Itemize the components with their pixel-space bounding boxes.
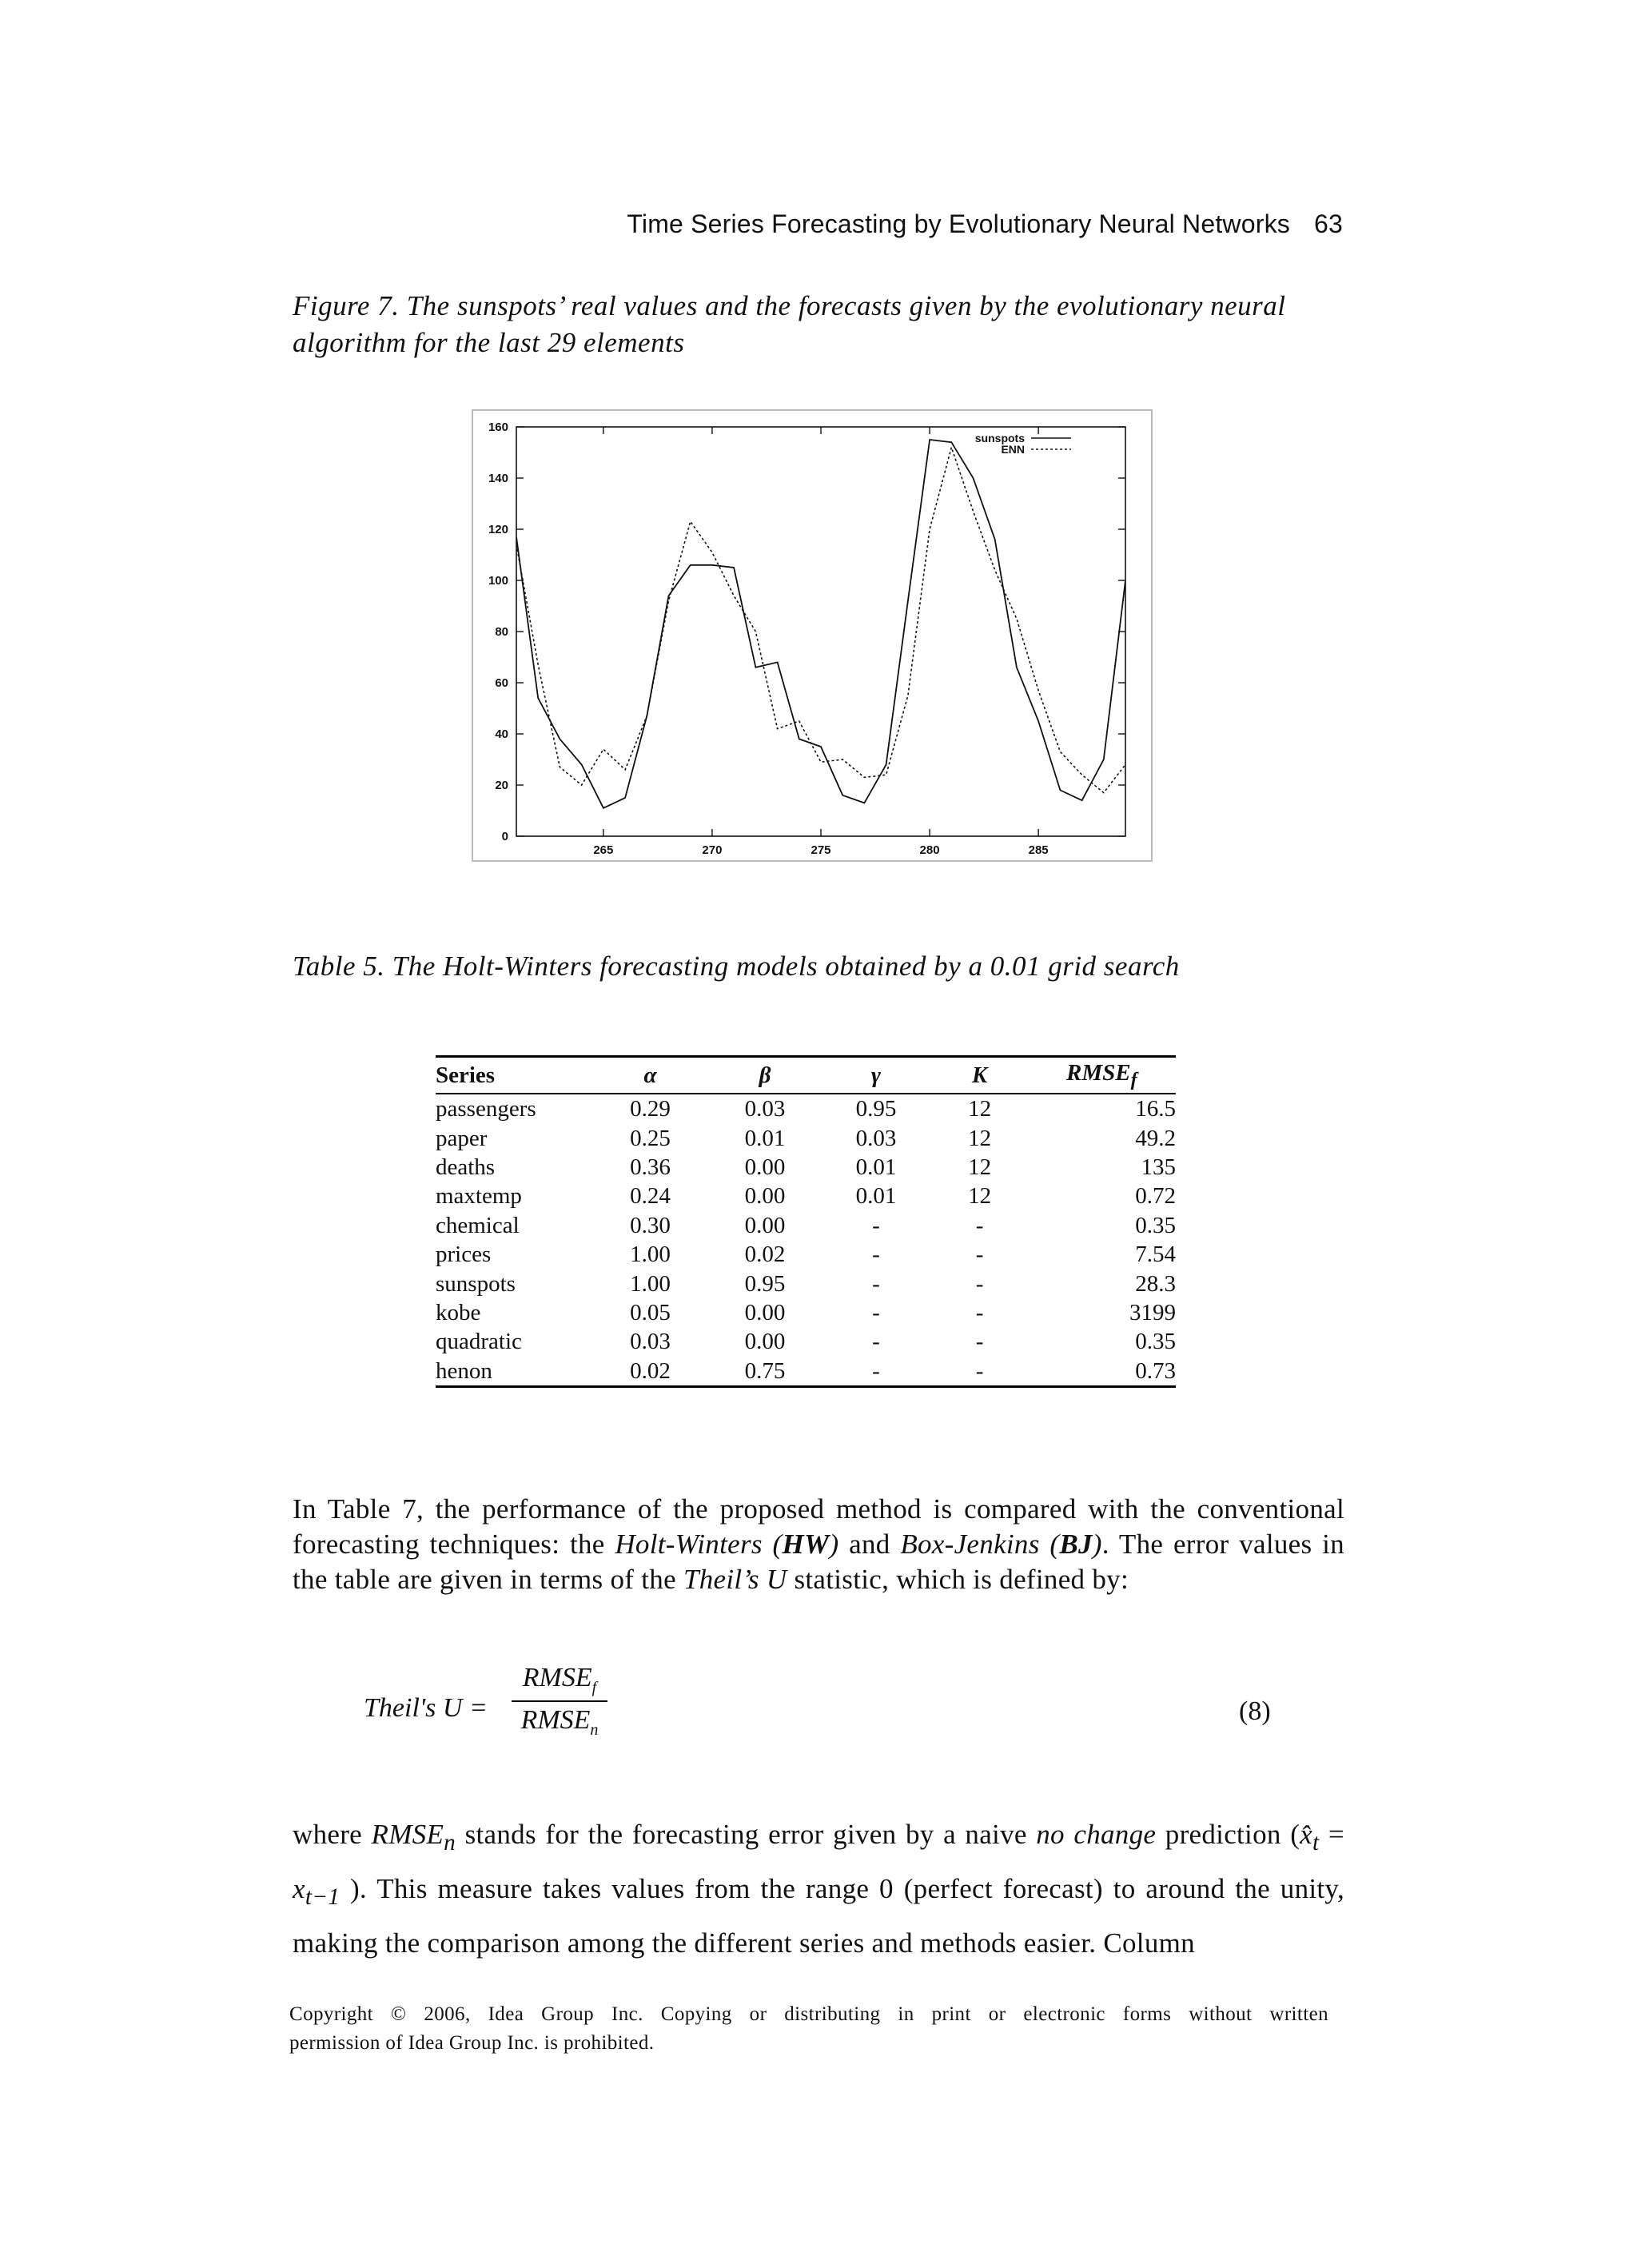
copyright-footer bbox=[289, 2000, 1328, 2058]
table-row bbox=[436, 1357, 1176, 1387]
header-k: K bbox=[971, 1062, 988, 1088]
cell-series: paper bbox=[436, 1125, 488, 1151]
cell-k: - bbox=[975, 1329, 984, 1355]
y-tick-label: 140 bbox=[488, 472, 508, 485]
table-header-row bbox=[436, 1057, 1176, 1094]
table-caption: Table 5. The Holt-Winters forecasting models obtained by a 0.01 grid search bbox=[293, 951, 1180, 982]
para1-bj: Box-Jenkins ( bbox=[900, 1529, 1060, 1560]
paragraph-2 bbox=[293, 1812, 1344, 1966]
cell-alpha: 1.00 bbox=[630, 1242, 671, 1268]
header-gamma: γ bbox=[870, 1062, 881, 1088]
no-change-term: no change bbox=[1036, 1819, 1157, 1850]
para1-and: and bbox=[838, 1529, 901, 1560]
y-tick-label: 0 bbox=[501, 830, 508, 843]
table-row bbox=[436, 1240, 1176, 1269]
running-header bbox=[627, 209, 1343, 239]
cell-rmse: 0.35 bbox=[1135, 1212, 1176, 1238]
theil-term: Theil’s U bbox=[683, 1564, 787, 1595]
holt-winters-table bbox=[436, 1055, 1176, 1388]
cell-beta: 0.75 bbox=[744, 1357, 786, 1384]
x-tick-label: 275 bbox=[811, 843, 831, 857]
x-tick-label: 280 bbox=[919, 843, 940, 857]
chart-frame bbox=[472, 409, 1153, 862]
header-rmse-sub: f bbox=[1130, 1068, 1137, 1090]
y-tick-label: 160 bbox=[488, 421, 508, 434]
formula-x: x bbox=[293, 1873, 305, 1904]
cell-beta: 0.00 bbox=[744, 1329, 786, 1355]
para1-hw: Holt-Winters ( bbox=[615, 1529, 783, 1560]
para2-text-2: stands for the forecasting error given by a naive bbox=[456, 1819, 1037, 1850]
cell-gamma: 0.95 bbox=[855, 1096, 897, 1122]
equation-fraction bbox=[512, 1663, 607, 1740]
para2-rmse: RMSE bbox=[371, 1819, 444, 1850]
cell-rmse: 49.2 bbox=[1135, 1125, 1176, 1151]
numerator-main: RMSE bbox=[522, 1663, 592, 1692]
denominator-sub: n bbox=[590, 1720, 599, 1739]
figure-caption: Figure 7. The sunspots’ real values and the forecasts given by the evolutionary neural algorithm for the last 29 elements bbox=[293, 290, 1286, 358]
cell-alpha: 0.02 bbox=[630, 1357, 671, 1384]
formula-equals: = bbox=[1319, 1819, 1344, 1850]
table-row bbox=[436, 1211, 1176, 1240]
equation-number: (8) bbox=[1239, 1696, 1271, 1726]
legend-label-sunspots: sunspots bbox=[974, 432, 1025, 444]
cell-beta: 0.00 bbox=[744, 1154, 786, 1180]
cell-gamma: - bbox=[872, 1329, 880, 1355]
header-rmse bbox=[1028, 1057, 1176, 1094]
footer-line-2: permission of Idea Group Inc. is prohibited. bbox=[289, 2032, 655, 2054]
sunspots-chart bbox=[473, 411, 1154, 863]
cell-rmse: 135 bbox=[1141, 1154, 1176, 1180]
cell-alpha: 0.05 bbox=[630, 1299, 671, 1325]
cell-gamma: - bbox=[872, 1299, 880, 1325]
cell-alpha: 0.24 bbox=[630, 1183, 671, 1210]
cell-rmse: 0.73 bbox=[1135, 1357, 1176, 1384]
cell-gamma: - bbox=[872, 1212, 880, 1238]
cell-k: 12 bbox=[968, 1125, 992, 1151]
holt-winters-term bbox=[615, 1529, 838, 1560]
cell-rmse: 7.54 bbox=[1135, 1242, 1176, 1268]
x-tick-label: 285 bbox=[1028, 843, 1049, 857]
cell-gamma: 0.03 bbox=[855, 1125, 897, 1151]
table-row bbox=[436, 1298, 1176, 1327]
cell-k: - bbox=[975, 1212, 984, 1238]
table-body bbox=[436, 1094, 1176, 1386]
cell-gamma: 0.01 bbox=[855, 1154, 897, 1180]
cell-k: - bbox=[975, 1299, 984, 1325]
cell-beta: 0.02 bbox=[744, 1242, 786, 1268]
para1-text-3: statistic, which is defined by: bbox=[787, 1564, 1129, 1595]
cell-rmse: 0.35 bbox=[1135, 1329, 1176, 1355]
page-number: 63 bbox=[1314, 209, 1343, 238]
table-row bbox=[436, 1182, 1176, 1210]
cell-alpha: 0.36 bbox=[630, 1154, 671, 1180]
denominator-main: RMSE bbox=[520, 1704, 591, 1735]
header-alpha: α bbox=[643, 1062, 657, 1088]
para1-hw-close: ) bbox=[829, 1529, 839, 1560]
cell-beta: 0.00 bbox=[744, 1212, 786, 1238]
cell-k: - bbox=[975, 1270, 984, 1297]
cell-k: 12 bbox=[968, 1096, 992, 1122]
cell-alpha: 0.25 bbox=[630, 1125, 671, 1151]
cell-beta: 0.00 bbox=[744, 1183, 786, 1210]
legend-label-enn: ENN bbox=[1001, 443, 1025, 456]
formula-xhat: x̂ bbox=[1300, 1819, 1312, 1850]
cell-rmse: 0.72 bbox=[1135, 1183, 1176, 1210]
cell-alpha: 0.03 bbox=[630, 1329, 671, 1355]
table-row bbox=[436, 1269, 1176, 1297]
x-tick-label: 270 bbox=[702, 843, 723, 857]
cell-gamma: - bbox=[872, 1270, 880, 1297]
cell-beta: 0.01 bbox=[744, 1125, 786, 1151]
cell-alpha: 1.00 bbox=[630, 1270, 671, 1297]
cell-k: 12 bbox=[968, 1183, 992, 1210]
cell-series: kobe bbox=[436, 1299, 481, 1325]
header-series: Series bbox=[436, 1062, 496, 1088]
cell-rmse: 16.5 bbox=[1135, 1096, 1176, 1122]
table-row bbox=[436, 1123, 1176, 1152]
plot-area bbox=[516, 427, 1125, 836]
para1-bj-close: ) bbox=[1092, 1529, 1102, 1560]
table-row bbox=[436, 1094, 1176, 1123]
x-tick-label: 265 bbox=[593, 843, 614, 857]
fraction-bar bbox=[512, 1700, 607, 1702]
equation-numerator bbox=[512, 1663, 607, 1697]
table-row bbox=[436, 1153, 1176, 1182]
cell-alpha: 0.30 bbox=[630, 1212, 671, 1238]
y-tick-label: 60 bbox=[495, 676, 508, 690]
para2-rmse-sub: n bbox=[444, 1830, 456, 1855]
para1-text-2: . The error values in the table are given in terms of the bbox=[293, 1529, 1344, 1595]
cell-series: chemical bbox=[436, 1212, 520, 1238]
formula-x-sub: t−1 bbox=[305, 1884, 341, 1910]
y-tick-label: 80 bbox=[495, 625, 508, 639]
equation-lhs: Theil's U = bbox=[364, 1693, 488, 1723]
running-title: Time Series Forecasting by Evolutionary Neural Networks bbox=[627, 209, 1290, 238]
cell-beta: 0.95 bbox=[744, 1270, 786, 1297]
cell-rmse: 28.3 bbox=[1135, 1270, 1176, 1297]
box-jenkins-term bbox=[900, 1529, 1101, 1560]
cell-series: deaths bbox=[436, 1154, 496, 1180]
cell-rmse: 3199 bbox=[1129, 1299, 1176, 1325]
header-beta: β bbox=[759, 1062, 771, 1088]
para2-text-3: prediction ( bbox=[1156, 1819, 1300, 1850]
cell-series: prices bbox=[436, 1242, 492, 1268]
para1-text-1: In Table 7, the performance of the proposed method is compared with the conventional forecasting techniques: the bbox=[293, 1493, 1344, 1560]
y-tick-label: 20 bbox=[495, 779, 508, 792]
y-tick-label: 40 bbox=[495, 727, 508, 741]
cell-series: quadratic bbox=[436, 1329, 522, 1355]
y-tick-label: 100 bbox=[488, 574, 508, 588]
rmse-n-term bbox=[371, 1819, 456, 1855]
numerator-sub: f bbox=[591, 1678, 597, 1696]
para1-hw-abbr: HW bbox=[782, 1529, 830, 1560]
cell-beta: 0.00 bbox=[744, 1299, 786, 1325]
cell-gamma: - bbox=[872, 1242, 880, 1268]
series-line-enn bbox=[516, 448, 1147, 793]
formula-xhat-sub: t bbox=[1312, 1830, 1320, 1855]
cell-series: passengers bbox=[436, 1096, 536, 1122]
footer-line-1: Copyright © 2006, Idea Group Inc. Copying or distributing in print or electronic forms without written bbox=[289, 2003, 1328, 2025]
header-rmse-main: RMSE bbox=[1066, 1059, 1131, 1086]
cell-gamma: 0.01 bbox=[855, 1183, 897, 1210]
para1-bj-abbr: BJ bbox=[1059, 1529, 1093, 1560]
cell-k: - bbox=[975, 1357, 984, 1384]
paragraph-1 bbox=[293, 1492, 1344, 1597]
cell-series: henon bbox=[436, 1357, 492, 1384]
y-tick-label: 120 bbox=[488, 523, 508, 536]
cell-alpha: 0.29 bbox=[630, 1096, 671, 1122]
cell-k: - bbox=[975, 1242, 984, 1268]
cell-series: maxtemp bbox=[436, 1183, 522, 1210]
cell-series: sunspots bbox=[436, 1270, 516, 1297]
equation-denominator bbox=[512, 1705, 607, 1740]
cell-k: 12 bbox=[968, 1154, 992, 1180]
cell-beta: 0.03 bbox=[744, 1096, 786, 1122]
para2-text-1: where bbox=[293, 1819, 372, 1850]
para2-text-4: ). This measure takes values from the range 0 (perfect forecast) to around the unity, making the comparison among the different series and methods easier. Column bbox=[293, 1873, 1344, 1959]
table-row bbox=[436, 1327, 1176, 1356]
cell-gamma: - bbox=[872, 1357, 880, 1384]
